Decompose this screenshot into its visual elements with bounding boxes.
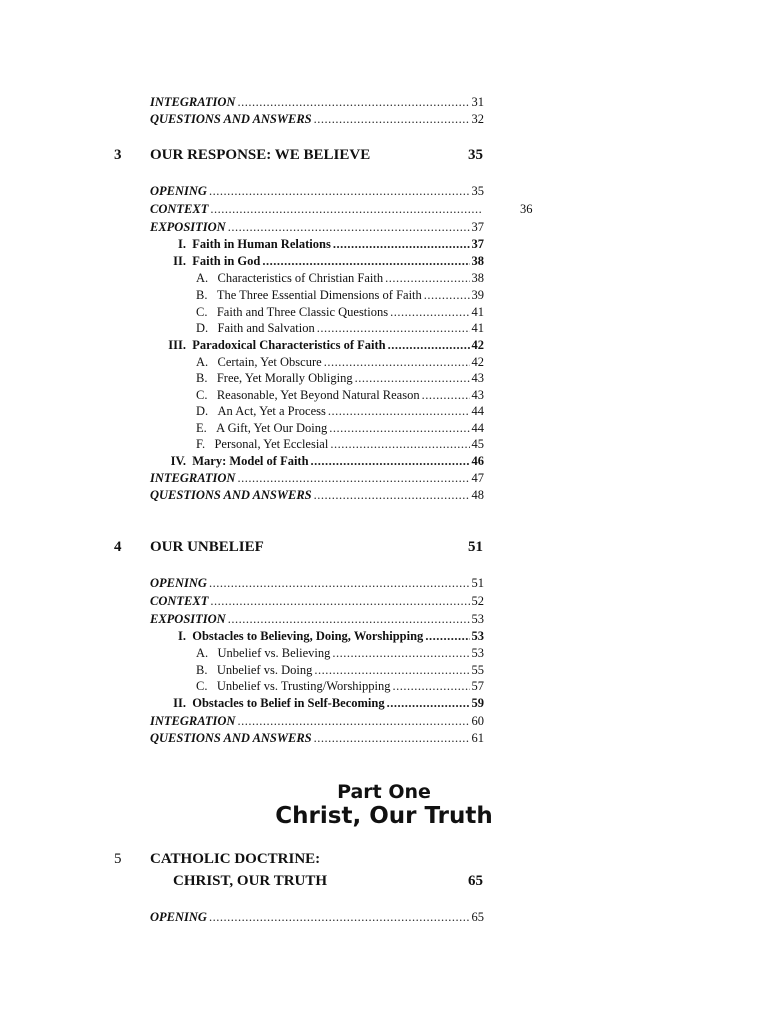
toc-subsection[interactable] [196, 662, 484, 678]
toc-subsection[interactable] [196, 678, 484, 694]
toc-entry-opening[interactable] [150, 909, 484, 925]
toc-entry-questions-and-answers[interactable] [150, 111, 484, 127]
section-label: Faith in God [192, 254, 261, 268]
subsection-letter: E. [196, 421, 207, 435]
section-number: III. [168, 338, 186, 352]
entry-page: 44 [471, 404, 484, 418]
entry-page: 42 [471, 338, 484, 352]
toc-entry-opening[interactable] [150, 183, 484, 199]
entry-page: 37 [471, 237, 484, 251]
entry-page: 59 [471, 696, 484, 710]
entry-label: INTEGRATION [150, 471, 236, 485]
toc-subsection[interactable] [196, 287, 484, 303]
leader-dots [388, 337, 470, 353]
subsection-label: Unbelief vs. Trusting/Worshipping [216, 679, 391, 693]
entry-page: 53 [471, 646, 484, 660]
toc-entry-integration[interactable] [150, 713, 484, 729]
toc-subsection[interactable] [196, 403, 484, 419]
entry-page: 45 [471, 437, 484, 451]
entry-label: QUESTIONS AND ANSWERS [150, 731, 312, 745]
toc-section-ii[interactable] [150, 253, 484, 269]
leader-dots [390, 304, 469, 320]
entry-page: 42 [471, 355, 484, 369]
entry-page: 48 [471, 488, 484, 502]
toc-subsection[interactable] [196, 370, 484, 386]
subsection-label: Certain, Yet Obscure [217, 355, 322, 369]
toc-subsection[interactable] [196, 645, 484, 661]
entry-page: 51 [471, 576, 484, 590]
subsection-letter: B. [196, 288, 208, 302]
subsection-letter: C. [196, 388, 208, 402]
leader-dots [425, 628, 469, 644]
toc-entry-exposition[interactable] [150, 611, 484, 627]
subsection-label: Reasonable, Yet Beyond Natural Reason [216, 388, 420, 402]
toc-subsection[interactable] [196, 354, 484, 370]
entry-label: EXPOSITION [150, 220, 226, 234]
section-label: Obstacles to Believing, Doing, Worshipping [192, 629, 424, 643]
entry-page-offset: 36 [520, 202, 533, 216]
subsection-label: Faith and Salvation [217, 321, 315, 335]
leader-dots [314, 662, 469, 678]
toc-section-ii[interactable] [150, 695, 484, 711]
entry-page: 55 [471, 663, 484, 677]
section-number: I. [178, 629, 186, 643]
subsection-letter: C. [196, 679, 208, 693]
entry-page: 53 [471, 612, 484, 626]
entry-page: 38 [471, 271, 484, 285]
chapter-title[interactable]: OUR RESPONSE: WE BELIEVE [150, 147, 371, 163]
toc-subsection[interactable] [196, 387, 484, 403]
toc-entry-opening[interactable] [150, 575, 484, 591]
entry-page: 60 [471, 714, 484, 728]
subsection-label: Unbelief vs. Doing [216, 663, 313, 677]
leader-dots [311, 453, 470, 469]
entry-label: INTEGRATION [150, 95, 236, 109]
leader-dots [332, 645, 469, 661]
toc-entry-exposition[interactable] [150, 219, 484, 235]
leader-dots [237, 94, 469, 110]
entry-page: 31 [471, 95, 484, 109]
subsection-label: The Three Essential Dimensions of Faith [216, 288, 422, 302]
section-label: Obstacles to Belief in Self-Becoming [192, 696, 385, 710]
entry-page: 43 [471, 388, 484, 402]
chapter-number: 4 [114, 539, 122, 555]
entry-page: 41 [471, 321, 484, 335]
subsection-letter: B. [196, 663, 208, 677]
part-title: Christ, Our Truth [275, 803, 493, 829]
entry-page: 41 [471, 305, 484, 319]
entry-label: QUESTIONS AND ANSWERS [150, 488, 312, 502]
toc-subsection[interactable] [196, 436, 484, 452]
leader-dots [209, 909, 470, 925]
entry-page: 39 [471, 288, 484, 302]
entry-label: QUESTIONS AND ANSWERS [150, 112, 312, 126]
leader-dots [328, 403, 470, 419]
section-number: II. [173, 254, 186, 268]
toc-subsection[interactable] [196, 420, 484, 436]
toc-section-iv[interactable] [150, 453, 484, 469]
entry-label: CONTEXT [150, 594, 209, 608]
entry-page: 52 [471, 594, 484, 608]
entry-page: 57 [471, 679, 484, 693]
subsection-letter: A. [196, 271, 209, 285]
subsection-letter: F. [196, 437, 206, 451]
entry-page: 65 [471, 910, 484, 924]
section-number: II. [173, 696, 186, 710]
chapter-number: 5 [114, 851, 122, 867]
leader-dots [324, 354, 470, 370]
leader-dots [210, 593, 469, 609]
leader-dots [210, 201, 482, 217]
section-label: Paradoxical Characteristics of Faith [192, 338, 386, 352]
entry-page: 47 [471, 471, 484, 485]
section-label: Faith in Human Relations [192, 237, 331, 251]
entry-page: 43 [471, 371, 484, 385]
leader-dots [314, 111, 470, 127]
entry-label: EXPOSITION [150, 612, 226, 626]
section-number: I. [178, 237, 186, 251]
subsection-letter: B. [196, 371, 208, 385]
leader-dots [387, 695, 470, 711]
part-label: Part One [337, 781, 431, 803]
subsection-label: Personal, Yet Ecclesial [214, 437, 329, 451]
entry-page: 53 [471, 629, 484, 643]
entry-page: 61 [471, 731, 484, 745]
leader-dots [317, 320, 470, 336]
subsection-letter: A. [196, 646, 209, 660]
entry-page: 32 [471, 112, 484, 126]
chapter-title-line1[interactable]: CATHOLIC DOCTRINE: [150, 851, 321, 867]
entry-page: 44 [471, 421, 484, 435]
toc-entry-questions-and-answers[interactable] [150, 730, 484, 746]
toc-subsection[interactable] [196, 304, 484, 320]
leader-dots [385, 270, 469, 286]
entry-label: INTEGRATION [150, 714, 236, 728]
leader-dots [209, 575, 470, 591]
leader-dots [314, 730, 470, 746]
chapter-page: 65 [468, 873, 483, 889]
leader-dots [237, 713, 469, 729]
toc-section-iii[interactable] [150, 337, 484, 353]
toc-entry-questions-and-answers[interactable] [150, 487, 484, 503]
leader-dots [314, 487, 470, 503]
subsection-letter: D. [196, 404, 209, 418]
section-number: IV. [170, 454, 186, 468]
subsection-label: Free, Yet Morally Obliging [216, 371, 353, 385]
subsection-label: A Gift, Yet Our Doing [216, 421, 328, 435]
entry-label: OPENING [150, 184, 207, 198]
subsection-letter: D. [196, 321, 209, 335]
subsection-letter: C. [196, 305, 208, 319]
chapter-number: 3 [114, 147, 122, 163]
leader-dots [228, 219, 470, 235]
subsection-label: Unbelief vs. Believing [217, 646, 331, 660]
leader-dots [422, 387, 470, 403]
leader-dots [355, 370, 470, 386]
toc-section-i[interactable] [150, 628, 484, 644]
leader-dots [228, 611, 470, 627]
entry-page: 46 [471, 454, 484, 468]
subsection-label: Characteristics of Christian Faith [217, 271, 384, 285]
subsection-label: Faith and Three Classic Questions [216, 305, 389, 319]
chapter-title-line2[interactable]: CHRIST, OUR TRUTH [173, 873, 328, 889]
leader-dots [209, 183, 470, 199]
toc-entry-context[interactable] [150, 593, 484, 609]
leader-dots [262, 253, 469, 269]
chapter-page: 35 [468, 147, 483, 163]
chapter-title[interactable]: OUR UNBELIEF [150, 539, 264, 555]
toc-entry-integration[interactable] [150, 470, 484, 486]
entry-page: 37 [471, 220, 484, 234]
leader-dots [330, 436, 469, 452]
section-label: Mary: Model of Faith [192, 454, 309, 468]
entry-page: 38 [471, 254, 484, 268]
toc-entry-integration[interactable] [150, 94, 484, 110]
entry-label: CONTEXT [150, 202, 209, 216]
leader-dots [329, 420, 469, 436]
toc-entry-context[interactable] [150, 201, 484, 217]
toc-subsection[interactable] [196, 320, 484, 336]
leader-dots [333, 236, 470, 252]
subsection-label: An Act, Yet a Process [217, 404, 326, 418]
leader-dots [424, 287, 470, 303]
entry-label: OPENING [150, 576, 207, 590]
chapter-page: 51 [468, 539, 483, 555]
subsection-letter: A. [196, 355, 209, 369]
leader-dots [393, 678, 470, 694]
leader-dots [237, 470, 469, 486]
entry-page: 35 [471, 184, 484, 198]
toc-subsection[interactable] [196, 270, 484, 286]
toc-section-i[interactable] [150, 236, 484, 252]
entry-label: OPENING [150, 910, 207, 924]
